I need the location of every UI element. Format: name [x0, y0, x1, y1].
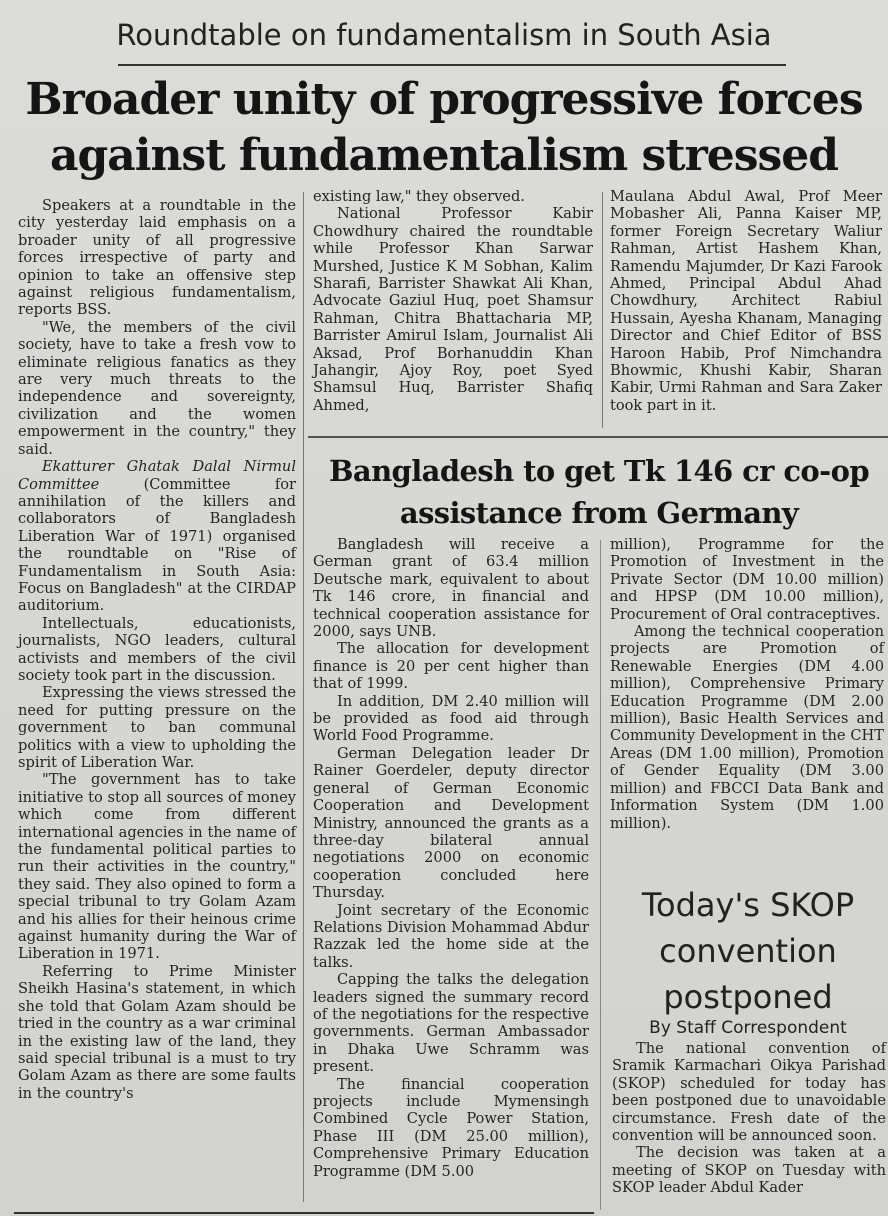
article1-paragraph: "We, the members of the civil society, have to take a fresh vow to eliminate religious fanatics as they are very much threats to the independence and sovereignty, civilization and the women empowerment in the country," they said.: [18, 318, 296, 458]
article2-paragraph: The allocation for development finance is 20 per cent higher than that of 1999.: [313, 640, 589, 693]
article2-headline-line-1: Bangladesh to get Tk 146 cr co-op: [328, 454, 870, 488]
article2-paragraph: million), Programme for the Promotion of Investment in the Private Sector (DM 10.00 million) and HPSP (DM 10.00 million), Procurement of Oral contraceptives.: [610, 536, 884, 623]
article1-paragraph: Expressing the views stressed the need for putting pressure on the government to ban communal politics with a view to upholding the spirit of Liberation War.: [18, 684, 296, 771]
article1-paragraph-text: (Committee for annihilation of the killers and collaborators of Bangladesh Liberation War of 1971) organised the roundtable on "Rise of Fundamentalism in South Asia: Focus on Bangladesh" at the CIRDAP auditorium.: [18, 475, 296, 615]
article1-paragraph: Maulana Abdul Awal, Prof Meer Mobasher Ali, Panna Kaiser MP, former Foreign Secretary Waliur Rahman, Artist Hashem Khan, Ramendu Majumder, Dr Kazi Farook Ahmed, Principal Abdul Ahad Chowdhury, Architect Rabiul Hussain, Ayesha Khanam, Managing Director and Chief Editor of BSS Haroon Habib, Prof Nimchandra Bhowmic, Khushi Kabir, Sharan Kabir, Urmi Rahman and Sara Zaker took part in it.: [610, 188, 882, 414]
article2-headline-line-2: assistance from Germany: [399, 496, 799, 530]
article3-column: [612, 1040, 886, 1197]
headline-line-2: against fundamentalism stressed: [49, 130, 839, 181]
article2-headline: [310, 450, 888, 534]
article3-headline-line-3: postponed: [663, 978, 833, 1016]
main-headline: [0, 72, 888, 184]
article2-paragraph: Joint secretary of the Economic Relations Division Mohammad Abdur Razzak led the home side at the talks.: [313, 901, 589, 971]
article1-column-middle: [313, 188, 593, 414]
section-rule: [308, 436, 888, 438]
article1-paragraph: Referring to Prime Minister Sheikh Hasina's statement, in which she told that Golam Azam should be tried in the country as a war criminal in the existing law of the land, they said special tribunal is a must to try Golam Azam as there are some faults in the country's: [18, 962, 296, 1102]
article3-headline: [612, 882, 884, 1020]
article2-column-right: [610, 536, 884, 832]
article2-paragraph: Among the technical cooperation projects are Promotion of Renewable Energies (DM 4.00 million), Comprehensive Primary Education Programme (DM 2.00 million), Basic Health Services and Community Development in the CHT Areas (DM 1.00 million), Promotion of Gender Equality (DM 3.00 million) and FBCCI Data Bank and Information System (DM 1.00 million).: [610, 623, 884, 832]
article3-paragraph: The national convention of Sramik Karmachari Oikya Parishad (SKOP) scheduled for today has been postponed due to unavoidable circumstance. Fresh date of the convention will be announced soon.: [612, 1040, 886, 1145]
byline: By Staff Correspondent: [649, 1018, 847, 1038]
article3-headline-line-2: convention: [659, 932, 837, 970]
headline-line-1: Broader unity of progressive forces: [25, 74, 863, 125]
article2-paragraph: Bangladesh will receive a German grant of 63.4 million Deutsche mark, equivalent to about Tk 146 crore, in financial and technical cooperation assistance for 2000, says UNB.: [313, 536, 589, 641]
article2-paragraph: German Delegation leader Dr Rainer Goerdeler, deputy director general of German Economic Cooperation and Development Ministry, announced the grants as a three-day bilateral annual negotiations 2000 on economic cooperation concluded here Thursday.: [313, 744, 589, 902]
article1-paragraph: National Professor Kabir Chowdhury chaired the roundtable while Professor Khan Sarwar Murshed, Justice K M Sobhan, Kalim Sharafi, Barrister Shawkat Ali Khan, Advocate Gaziul Huq, poet Shamsur Rahman, Chitra Bhattacharia MP, Barrister Amirul Islam, Journalist Ali Aksad, Prof Borhanuddin Khan Jahangir, Ajoy Roy, poet Syed Shamsul Huq, Barrister Shafiq Ahmed,: [313, 205, 593, 414]
article1-column-right: [610, 188, 882, 414]
column-divider: [303, 192, 304, 1202]
article2-column-left: [313, 536, 589, 1180]
article3-paragraph: The decision was taken at a meeting of SKOP on Tuesday with SKOP leader Abdul Kader: [612, 1144, 886, 1197]
article2-paragraph: The financial cooperation projects include Mymensingh Combined Cycle Power Station, Phase III (DM 25.00 million), Comprehensive Primary Education Programme (DM 5.00: [313, 1075, 589, 1180]
article1-paragraph: Speakers at a roundtable in the city yesterday laid emphasis on a broader unity of all progressive forces irrespective of party and opinion to take an offensive step against religious fundamentalism, reports BSS.: [18, 197, 296, 319]
organiser-name: Ekatturer Ghatak Dalal Nirmul Committee: [18, 458, 296, 493]
article1-column-left: [18, 197, 296, 1102]
article3-headline-line-1: Today's SKOP: [641, 886, 855, 924]
column-divider: [600, 540, 601, 1210]
bottom-rule: [14, 1212, 594, 1214]
kicker-rule: [118, 64, 786, 66]
article2-paragraph: Capping the talks the delegation leaders signed the summary record of the negotiations for the respective governments. German Ambassador in Dhaka Uwe Schramm was present.: [313, 971, 589, 1076]
article1-paragraph: [18, 458, 296, 615]
article1-paragraph: Intellectuals, educationists, journalists, NGO leaders, cultural activists and members of the civil society took part in the discussion.: [18, 614, 296, 684]
kicker: Roundtable on fundamentalism in South Asia: [116, 18, 772, 52]
article1-paragraph: existing law," they observed.: [313, 188, 525, 205]
article2-paragraph: In addition, DM 2.40 million will be provided as food aid through World Food Programme.: [313, 692, 589, 745]
article1-paragraph: "The government has to take initiative to stop all sources of money which come from different international agencies in the name of the fundamental political parties to run their activities in the country," they said. They also opined to form a special tribunal to try Golam Azam and his allies for their heinous crime against humanity during the War of Liberation in 1971.: [18, 771, 296, 963]
column-divider: [602, 192, 603, 428]
